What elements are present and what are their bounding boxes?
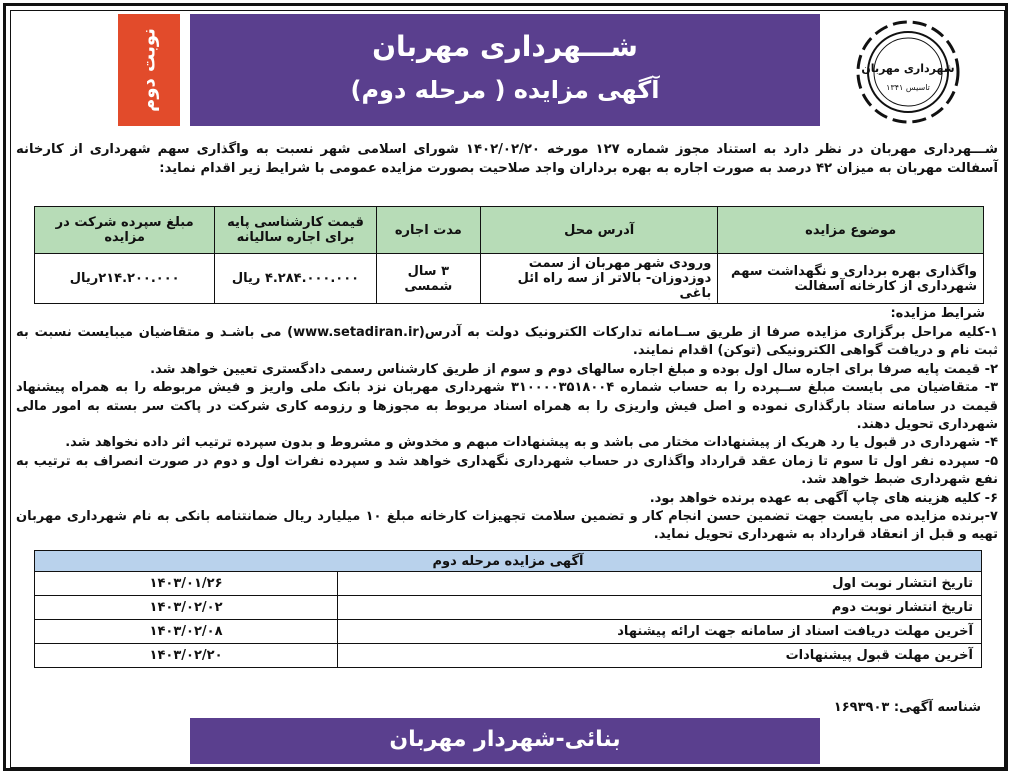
schedule-label: آخرین مهلت قبول پیشنهادات — [338, 644, 982, 668]
condition-item: ۱-کلیه مراحل برگزاری مزایده صرفا از طریق ســامانه تدارکات الکترونیک دولت به آدرس(www.setadiran.ir) می باشـد و متقاضیان میبایست نسبت به ثبت نام و دریافت گواهی الکترونیکی (توکن) اقدام نمایند. — [16, 325, 998, 359]
schedule-label: تاریخ انتشار نوبت اول — [338, 572, 982, 596]
table-row — [35, 572, 982, 596]
condition-item: ۴- شهرداری در قبول یا رد هریک از پیشنهادات مختار می باشد و به پیشنهادات مبهم و مخدوش و مشروط و بدون سپرده ترتیب اثر داده نخواهد شد. — [65, 435, 998, 451]
table-row — [35, 644, 982, 668]
col-lease-period: مدت اجاره — [376, 207, 480, 254]
ad-id: شناسه آگهی: ۱۶۹۳۹۰۳ — [833, 700, 981, 715]
page-title: شـــهرداری مهربان — [372, 30, 638, 63]
page-subtitle: آگهی مزایده ( مرحله دوم) — [350, 76, 660, 104]
schedule-date: ۱۴۰۳/۰۲/۰۲ — [35, 596, 338, 620]
condition-item: ۶- کلیه هزینه های چاپ آگهی به عهده برنده خواهد بود. — [649, 490, 998, 506]
table-row — [35, 596, 982, 620]
condition-item: ۷-برنده مزایده می بایست جهت تضمین حسن انجام کار و تضمین سلامت تجهیزات کارخانه مبلغ ۱۰ میلیارد ریال ضمانتنامه بانکی به نام شهرداری مهربان تهیه و قبل از انعقاد قرارداد به شهرداری تحویل نماید. — [16, 509, 998, 543]
conditions-title: شرایط مزایده: — [890, 306, 985, 321]
condition-item: ۵- سپرده نفر اول تا سوم تا زمان عقد قرارداد واگذاری در حساب شهرداری نگهداری خواهد شد و سپرده نفرات اول و دوم در صورت انصراف به ترتیب به نفع شهرداری ضبط خواهد شد. — [16, 453, 998, 488]
table-row — [35, 620, 982, 644]
auction-table — [34, 206, 984, 304]
schedule-label: آخرین مهلت دریافت اسناد از سامانه جهت ارائه پیشنهاد — [338, 620, 982, 644]
footer-signature: بنائی-شهردار مهربان — [389, 727, 621, 752]
header-banner — [190, 14, 820, 126]
col-base-price: قیمت کارشناسی پایه برای اجاره سالیانه — [215, 207, 376, 254]
schedule-date: ۱۴۰۳/۰۱/۲۶ — [35, 572, 338, 596]
schedule-date: ۱۴۰۳/۰۲/۰۸ — [35, 620, 338, 644]
schedule-table — [34, 550, 982, 668]
intro-paragraph: شـــهرداری مهربان در نظر دارد به استناد مجوز شماره ۱۲۷ مورخه ۱۴۰۲/۰۲/۲۰ شورای اسلامی شهر نسبت به واگذاری سهم شهرداری از کارخانه آسفالت مهربان به میزان ۴۲ درصد به صورت اجاره به بهره برداران واجد صلاحیت بصورت مزایده عمومی با شرایط زیر اقدام نماید: — [16, 142, 998, 176]
logo-text: شهرداری مهربان — [861, 62, 955, 75]
cell-deposit: ۲۱۴.۲۰۰.۰۰۰ریال — [35, 254, 215, 304]
condition-item: ۲- قیمت پایه صرفا برای اجاره سال اول بوده و مبلغ اجاره سالهای دوم و سوم از طریق کارشناس رسمی دادگستری تعیین خواهد شد. — [150, 361, 998, 377]
col-subject: موضوع مزایده — [718, 207, 984, 254]
col-deposit: مبلغ سپرده شرکت در مزایده — [35, 207, 215, 254]
schedule-title: آگهی مزایده مرحله دوم — [35, 551, 982, 572]
cell-lease-period: ۳ سال شمسی — [376, 254, 480, 304]
schedule-label: تاریخ انتشار نوبت دوم — [338, 596, 982, 620]
edition-badge-text: نوبت دوم — [138, 28, 160, 112]
schedule-date: ۱۴۰۳/۰۲/۲۰ — [35, 644, 338, 668]
logo-year: تاسیس ۱۳۴۱ — [886, 83, 930, 92]
col-address: آدرس محل — [481, 207, 718, 254]
conditions-list — [16, 324, 998, 545]
municipality-seal-icon — [848, 16, 968, 128]
cell-address: ورودی شهر مهربان از سمت دوزدوزان- بالاتر از سه راه ائل باغی — [481, 254, 718, 304]
cell-base-price: ۴.۲۸۴.۰۰۰.۰۰۰ ریال — [215, 254, 376, 304]
footer-banner — [190, 718, 820, 764]
cell-subject: واگذاری بهره برداری و نگهداشت سهم شهرداری از کارخانه آسفالت — [718, 254, 984, 304]
schedule-table-header — [35, 551, 982, 572]
table-row — [35, 254, 984, 304]
edition-badge — [118, 14, 180, 126]
condition-item: ۳- متقاضیان می بایست مبلغ ســپرده را به حساب شماره ۳۱۰۰۰۰۳۵۱۸۰۰۴ شهرداری مهربان نزد بانک ملی واریز و فیش مربوطه را به همراه پیشنهاد قیمت در سامانه ستاد بارگذاری نموده و اصل فیش واریزی را به همراه اسناد مربوط به مجوزها و رزومه کاری شرکت در پاکت سر بسته به امور مالی شهرداری تحویل دهند. — [16, 380, 998, 433]
auction-table-header — [35, 207, 984, 254]
